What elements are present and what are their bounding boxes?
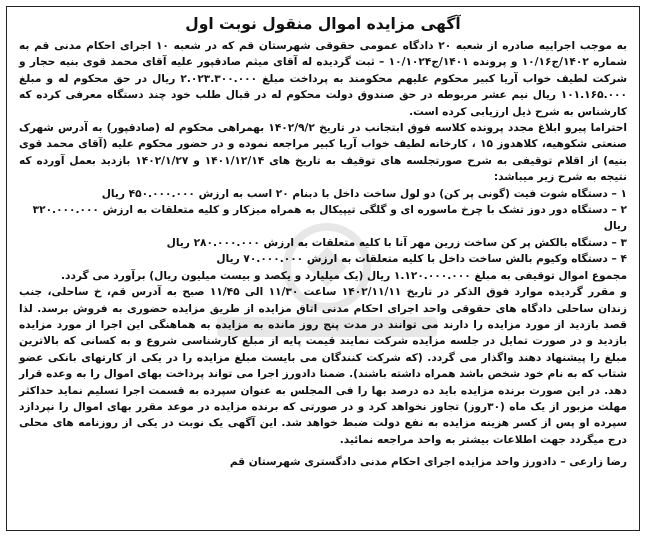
list-item: ۲ – دستگاه دور دوز تشک با چرخ ماسوره ای و گلگی تیپیکال به همراه میزکار و کلیه متعلقات به ارزش ۳۲۰.۰۰۰.۰۰۰ ریال xyxy=(32,204,627,233)
notice-title: آگهی مزایده اموال منقول نوبت اول xyxy=(185,15,461,33)
list-item: ۴ – دستگاه وکیوم بالش ساخت داخل با کلیه متعلقات به ارزش ۷۰.۰۰۰.۰۰۰ ریال xyxy=(216,253,627,266)
signature-line: رضا زارعی – دادورز واحد مزایده اجرای احکام مدنی دادگستری شهرستان قم xyxy=(229,456,627,469)
list-item: ۱ – دستگاه شوت فیت (گونی پر کن) دو لول ساخت داخل با دبنام ۲۰ اسب به ارزش ۴۵۰.۰۰۰.۰۰۰ ریال xyxy=(101,187,627,200)
list-item: ۳ – دستگاه بالکش پر کن ساخت زرین مهر آنا با کلیه متعلقات به ارزش ۲۸۰.۰۰۰.۰۰۰ ریال xyxy=(166,236,627,249)
items-list xyxy=(19,186,627,268)
inspection-paragraph: احتراما پیرو ابلاغ مجدد پرونده کلاسه فوق ابتجانب در تاریخ ۱۴۰۲/۹/۲ بهمراهی محکوم له (صادقپور) به آدرس شهرک صنعتی شکوهیه، کلاهدوز ۱۵ ، کارخانه لطیف خواب آریا کبیر مراجعه نموده و در حضور محکوم علیه (آقای محمد قوی بنیه) از اقلام توقیفی به شرح صورتجلسه های توقیف به تاریخ های ۱۴۰۱/۱۲/۱۴ و ۱۴۰۲/۱/۲۷ بازدید بعمل آورده که نتیجه به شرح زیر میباشد: xyxy=(19,122,627,184)
auction-terms-paragraph: و مقرر گردیده موارد فوق الذکر در تاریخ ۱۴۰۲/۱۱/۱۱ ساعت ۱۱/۳۰ الی ۱۱/۴۵ صبح به آدرس قم، خ ساحلی، جنب زندان ساحلی دادگاه های حقوقی واحد اجرای احکام مدنی اتاق مزایده از طریق مزایده حضوری به فروش برسد. لذا قصد بازدید از مورد مزایده را دارند می توانند در مدت پنج روز مانده به مزایده به هماهنگی این اجرا از مورد مزایده بازدید و در صورت تمایل در جلسه مزایده شرکت نمایند قیمت پایه از مبلغ کارشناسی شروع و به کسانی که بالاترین مبلغ را پیشنهاد دهند واگذار می گردد. (که شرکت کنندگان می بایست مبلغ مزایده را در یکی از کارتهای بانکی عضو شتاب که به نام خود شخص باشد همراه داشته باشند). ضمنا دادورز اجرا می تواند پرداخت بهای اموال را به وعده قرار دهد. در این صورت برنده مزایده باید ده درصد بها را فی المجلس به عنوان سپرده به قسمت اجرا تسلیم نماید حداکثر مهلت مزبور از یک ماه (۳۰روز) تجاوز نخواهد کرد و در صورتی که برنده مزایده در موعد مقرر بهای اموال را نپردازد سپرده او پس از کسر هزینه مزایده به نفع دولت ضبط خواهد شد. این آگهی یک نوبت در یکی از روزنامه های محلی درج میگردد جهت اطلاعات بیشتر به واحد مراجعه نمائید. xyxy=(19,286,627,446)
auction-notice xyxy=(6,6,640,531)
intro-paragraph: به موجب اجراییه صادره از شعبه ۲۰ دادگاه عمومی حقوقی شهرستان قم که در شعبه ۱۰ اجرای احکام مدنی قم به شماره ۱۴۰۲/ج۱۰/۱۶ و پرونده ۱۴۰۱/ج۱۰/۱۰۲۴ – ثبت گردیده له آقای میثم صادقپور علیه آقای محمد قوی بنیه حجار و شرکت لطیف خواب آریا کبیر محکوم علیهم محکومند به پرداخت مبلغ ۲.۰۲۳.۳۰۰.۰۰۰ ریال در حق محکوم له و مبلغ ۱۰۱.۱۶۵.۰۰۰ ریال نیم عشر مربوطه در حق صندوق دولت محکوم له در قبال طلب خود چند دستگاه معرفی کرده که کارشناس به شرح ذیل ارزیابی کرده است. xyxy=(19,40,627,118)
total-valuation: مجموع اموال توقیفی به مبلغ ۱.۱۲۰.۰۰۰.۰۰۰ ریال (یک میلیارد و یکصد و بیست میلیون ریال) برآورد می گردد. xyxy=(60,269,627,282)
